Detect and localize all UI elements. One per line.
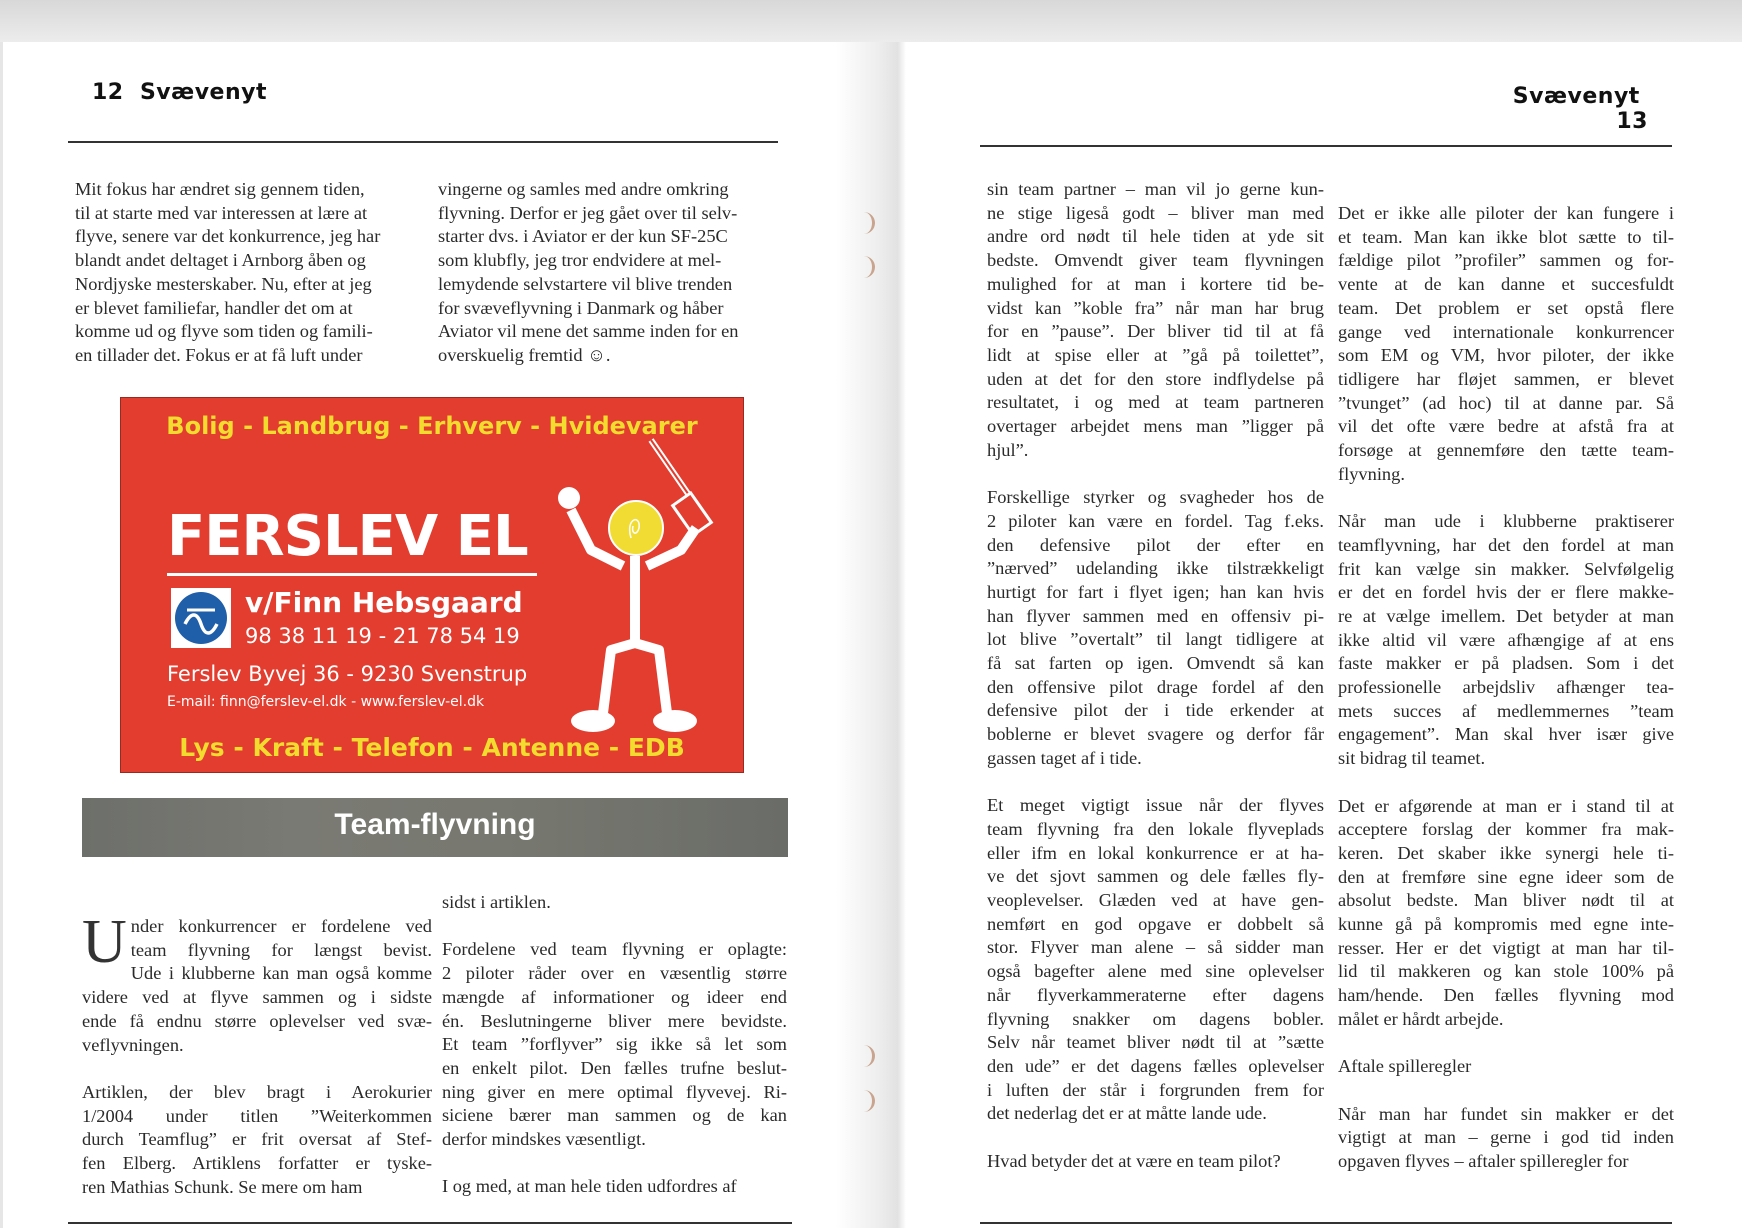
text-line: lidt at spise eller at ”gå på toilettet”, bbox=[987, 344, 1324, 365]
text-line: for en ”pause”. Der bliver tid til at få bbox=[987, 321, 1324, 342]
text-line: ne stige ligeså godt – bliver man med bbox=[987, 202, 1324, 223]
text-line: ning giver en mere optimal flyvevej. Ri- bbox=[442, 1081, 787, 1102]
text-line: resultatet, i og med at team partneren bbox=[987, 392, 1324, 413]
paragraph bbox=[987, 178, 1324, 462]
text-line: siciene bærer man sammen og de kan bbox=[442, 1105, 787, 1126]
text-line: re at vælge imellem. Det betyder at man bbox=[1338, 605, 1674, 626]
ad-phone: 98 38 11 19 - 21 78 54 19 bbox=[245, 624, 520, 648]
right-running-head bbox=[1484, 84, 1648, 134]
text-line: til at starte med var interessen at lære at bbox=[75, 202, 368, 223]
text-line: Fordelene ved team flyvning er oplagte: bbox=[442, 939, 787, 960]
text-line: den offensive pilot drage fordel af den bbox=[987, 676, 1324, 697]
text-line: resser. Her er det vigtigt at man har til- bbox=[1338, 937, 1674, 958]
text-line: den ude” er det dagens fælles oplevelser bbox=[987, 1055, 1324, 1076]
text-line: absolut bedste. Man bliver nødt til at bbox=[1338, 890, 1674, 911]
text-line: lid til makkeren og kan stole 100% på bbox=[1338, 961, 1674, 982]
text-line: vingerne og samles med andre omkring bbox=[438, 179, 729, 199]
text-line: hjul”. bbox=[987, 439, 1029, 460]
text-line: team. Det problem er set opstå flere bbox=[1338, 297, 1674, 318]
text-line: vente at de kan danne et succesfuldt bbox=[1338, 274, 1674, 295]
text-line: frit kan vælge sin makker. Selvfølgelig bbox=[1338, 558, 1674, 579]
page-number: 13 bbox=[1616, 109, 1648, 134]
text-line: sin team partner – man vil jo gerne kun- bbox=[987, 179, 1324, 199]
text-line: teamflyvning, har det den fordel at man bbox=[1338, 534, 1674, 555]
text-line: ende få endnu større oplevelser ved svæ- bbox=[82, 1010, 432, 1031]
text-line: komme ud og flyve som tiden og famili- bbox=[75, 321, 373, 342]
text-line: uden at det for den store indflydelse på bbox=[987, 368, 1324, 389]
text-line: I og med, at man hele tiden udfordres af bbox=[442, 1176, 737, 1197]
paragraph bbox=[1338, 510, 1674, 771]
paragraph bbox=[82, 1081, 432, 1200]
article-left-column-1 bbox=[82, 908, 432, 1199]
text-line: som EM og VM, hvor piloter, der ikke bbox=[1338, 345, 1674, 366]
text-line: videre ved at flyve sammen og i sidste bbox=[82, 987, 432, 1008]
text-line: fen Elberg. Artiklens forfatter er tyske- bbox=[82, 1153, 432, 1174]
text-line: Når man har fundet sin makker er det bbox=[1338, 1103, 1674, 1124]
question-heading bbox=[987, 1150, 1324, 1174]
text-line: nder konkurrencer er fordelene ved bbox=[130, 916, 432, 936]
page-number: 12 bbox=[92, 80, 124, 105]
text-line: sidst i artiklen. bbox=[442, 892, 551, 912]
article-left-column-2 bbox=[442, 891, 787, 1199]
left-running-head bbox=[92, 80, 267, 105]
ad-contact: E-mail: finn@ferslev-el.dk - www.ferslev-el.dk bbox=[167, 694, 485, 710]
text-line: Selv når teamet bliver nødt til at ”sætte bbox=[987, 1032, 1324, 1053]
text-line: Det er ikke alle piloter der kan fungere i bbox=[1338, 203, 1674, 223]
text-line: Et meget vigtigt issue når der flyves bbox=[987, 795, 1324, 816]
text-line: veflyvningen. bbox=[82, 1034, 184, 1055]
header-rule bbox=[980, 145, 1672, 147]
ferslev-el-advert bbox=[120, 397, 744, 773]
text-line: Et team ”forflyver” sig ikke så let som bbox=[442, 1034, 787, 1055]
magazine-name: Svævenyt bbox=[1512, 84, 1640, 109]
text-line: forsøge at gennemføre den tætte team- bbox=[1338, 440, 1674, 461]
text-line: Hvad betyder det at være en team pilot? bbox=[987, 1150, 1281, 1171]
text-line: vil det ofte være bedre at afstå fra at bbox=[1338, 416, 1674, 437]
text-line: faste makker er på pladsen. Som i det bbox=[1338, 653, 1674, 674]
article-title: Team-flyvning bbox=[334, 808, 536, 841]
page-edge-left bbox=[0, 42, 3, 1228]
text-line: ikke altid vil være afhængige af at ens bbox=[1338, 629, 1674, 650]
text-line: keren. Det skaber ikke synergi hele ti- bbox=[1338, 842, 1674, 863]
text-line: ren Mathias Schunk. Se mere om ham bbox=[82, 1176, 363, 1197]
magazine-name: Svævenyt bbox=[139, 80, 267, 105]
text-line: den defensive pilot der efter en bbox=[987, 534, 1324, 555]
header-rule bbox=[68, 141, 778, 143]
text-line: et team. Man kan ikke blot sætte to til- bbox=[1338, 226, 1674, 247]
text-line: også bagefter alene med sine oplevelser bbox=[987, 961, 1324, 982]
ad-company-name: FERSLEV EL bbox=[167, 504, 528, 569]
text-line: engagement”. Man skal hver især give bbox=[1338, 724, 1674, 745]
text-line: andre ord nødt til hele tiden at yde sit bbox=[987, 226, 1324, 247]
text-line: vigtigt at man – gerne i god tid inden bbox=[1338, 1127, 1674, 1148]
article-title-banner bbox=[82, 798, 788, 857]
text-line: durch Teamflug” er frit oversat af Stef- bbox=[82, 1129, 432, 1150]
text-line: flyve, senere var det konkurrence, jeg har bbox=[75, 226, 381, 247]
text-line: en enkelt pilot. Den fælles trufne beslut- bbox=[442, 1057, 787, 1078]
text-line: flyvning snakker om dagens bobler. bbox=[987, 1008, 1324, 1029]
text-line: team flyvning fra den lokale flyveplads bbox=[987, 818, 1324, 839]
text-line: derfor mindskes væsentligt. bbox=[442, 1129, 646, 1150]
text-line: bedste. Omvendt giver team flyvningen bbox=[987, 250, 1324, 271]
text-line: som klubfly, jeg tror endvidere at mel- bbox=[438, 250, 722, 271]
text-line: Mit fokus har ændret sig gennem tiden, bbox=[75, 179, 365, 199]
text-line: 2 piloter kan være en fordel. Tag f.eks. bbox=[987, 510, 1324, 531]
ad-owner: v/Finn Hebsgaard bbox=[245, 586, 523, 619]
text-line: er blevet familiefar, handler det om at bbox=[75, 297, 353, 318]
text-line: ”nærved” udelanding ikke tilstrækkeligt bbox=[987, 558, 1324, 579]
text-line: Det er afgørende at man er i stand til at bbox=[1338, 795, 1674, 816]
scanner-top-edge bbox=[0, 0, 1742, 42]
text-line: ve det sjovt sammen og dele fælles fly- bbox=[987, 866, 1324, 887]
lightbulb-man-icon bbox=[541, 438, 741, 738]
paragraph bbox=[442, 938, 787, 1151]
footer-rule bbox=[980, 1222, 1672, 1224]
right-page-column-2 bbox=[1338, 202, 1674, 1174]
text-line: mulighed for at man i kortere tid be- bbox=[987, 273, 1324, 294]
text-line: for svæveflyvning i Danmark og håber bbox=[438, 297, 724, 318]
text-line: fældige pilot ”profiler” sammen og for- bbox=[1338, 250, 1674, 271]
paragraph bbox=[82, 908, 432, 1057]
text-line: flyvning. Derfor er jeg gået over til selv- bbox=[438, 202, 738, 223]
ad-services-bottom: Lys - Kraft - Telefon - Antenne - EDB bbox=[179, 733, 685, 762]
text-line: starter dvs. i Aviator er der kun SF-25C bbox=[438, 226, 728, 247]
footer-rule bbox=[68, 1222, 792, 1224]
text-line: hurtigt for fart i flyet igen; han kan hvis bbox=[987, 581, 1324, 602]
paragraph bbox=[442, 891, 787, 915]
paragraph bbox=[987, 486, 1324, 770]
drop-cap: U bbox=[82, 908, 127, 976]
text-line: opgaven flyves – aftaler spilleregler for bbox=[1338, 1151, 1629, 1172]
text-line: defensive pilot der i tide erkender at bbox=[987, 700, 1324, 721]
ad-divider bbox=[167, 573, 537, 576]
text-line: ham/hende. Den fælles flyvning mod bbox=[1338, 985, 1674, 1006]
text-line: ”tvunget” (ad hoc) til at danne par. Så bbox=[1338, 392, 1674, 413]
text-line: stor. Flyver man alene – så sidder man bbox=[987, 937, 1324, 958]
text-line: team flyvning for længst bevist. bbox=[130, 939, 432, 960]
text-line: Ude i klubberne kan man også komme bbox=[130, 963, 432, 984]
text-line: gange ved internationale konkurrencer bbox=[1338, 321, 1674, 342]
paragraph bbox=[442, 1175, 787, 1199]
ad-address: Ferslev Byvej 36 - 9230 Svenstrup bbox=[167, 662, 528, 686]
text-line: blandt andet deltaget i Arnborg åben og bbox=[75, 250, 366, 271]
text-line: Forskellige styrker og svagheder hos de bbox=[987, 487, 1324, 508]
text-line: når flyverkammeraterne efter dagens bbox=[987, 984, 1324, 1005]
text-line: Når man ude i klubberne praktiserer bbox=[1338, 511, 1674, 532]
subheading: Aftale spilleregler bbox=[1338, 1056, 1472, 1077]
right-page-column-1 bbox=[987, 178, 1324, 1173]
paragraph bbox=[1338, 1103, 1674, 1174]
text-line: mængde af informationer og ideer end bbox=[442, 986, 787, 1007]
text-line: Aviator vil mene det samme inden for en bbox=[438, 321, 739, 342]
text-line: overtager arbejdet mens man ”ligger på bbox=[987, 416, 1324, 437]
text-line: mets succes af medlemmernes ”team bbox=[1338, 700, 1674, 721]
text-line: Artiklen, der blev bragt i Aerokurier bbox=[82, 1081, 432, 1102]
text-line: lot blive ”overtalt” til langt tidligere at bbox=[987, 629, 1324, 650]
text-line: er det en fordel hvis der er flere makke- bbox=[1338, 582, 1674, 603]
text-line: 1/2004 under titlen ”Weiterkommen bbox=[82, 1105, 432, 1126]
text-line: boblerne er blevet svagere og derfor får bbox=[987, 724, 1324, 745]
paragraph bbox=[1338, 795, 1674, 1032]
text-line: i luften der står i forgrunden frem for bbox=[987, 1079, 1324, 1100]
paragraph bbox=[987, 794, 1324, 1126]
text-line: 2 piloter råder over en væsentlig større bbox=[442, 963, 787, 984]
text-line: sit bidrag til teamet. bbox=[1338, 748, 1486, 769]
text-line: gassen taget af i tide. bbox=[987, 747, 1142, 768]
text-line: han flyver sammen med en offensiv pi- bbox=[987, 605, 1324, 626]
text-line: målet er hårdt arbejde. bbox=[1338, 1008, 1504, 1029]
text-line: én. Beslutningerne bliver mere bevidste. bbox=[442, 1010, 787, 1031]
text-line: en tillader det. Fokus er at få luft under bbox=[75, 344, 363, 365]
text-line: overskuelig fremtid ☺. bbox=[438, 344, 611, 365]
text-line: lemydende selvstartere vil blive trenden bbox=[438, 273, 733, 294]
text-line: få sat farten op igen. Omvendt så kan bbox=[987, 653, 1324, 674]
paragraph bbox=[1338, 202, 1674, 486]
text-line: eller ifm en lokal konkurrence er at ha- bbox=[987, 842, 1324, 863]
intro-column-2 bbox=[438, 178, 788, 368]
text-line: det nederlag det er at måtte lande ude. bbox=[987, 1103, 1267, 1124]
text-line: professionelle arbejdsliv afhænger tea- bbox=[1338, 677, 1674, 698]
text-line: kunne gå på kompromis med egne inte- bbox=[1338, 914, 1674, 935]
text-line: acceptere forslag der kommer fra mak- bbox=[1338, 819, 1674, 840]
text-line: tidligere har fløjet sammen, er blevet bbox=[1338, 368, 1674, 389]
text-line: nemført en god opgave er dobbelt så bbox=[987, 913, 1324, 934]
intro-column-1 bbox=[75, 178, 410, 368]
text-line: vidst kan ”koble fra” når man har brug bbox=[987, 297, 1324, 318]
text-line: Nordjyske mesterskaber. Nu, efter at jeg bbox=[75, 273, 372, 294]
text-line: den at fremføre sine egne ideer som de bbox=[1338, 866, 1674, 887]
text-line: flyvning. bbox=[1338, 463, 1405, 484]
ad-services-top: Bolig - Landbrug - Erhverv - Hvidevarer bbox=[166, 412, 698, 440]
text-line: veoplevelser. Glæden ved at have gen- bbox=[987, 890, 1324, 911]
ac-wave-icon bbox=[171, 588, 231, 648]
